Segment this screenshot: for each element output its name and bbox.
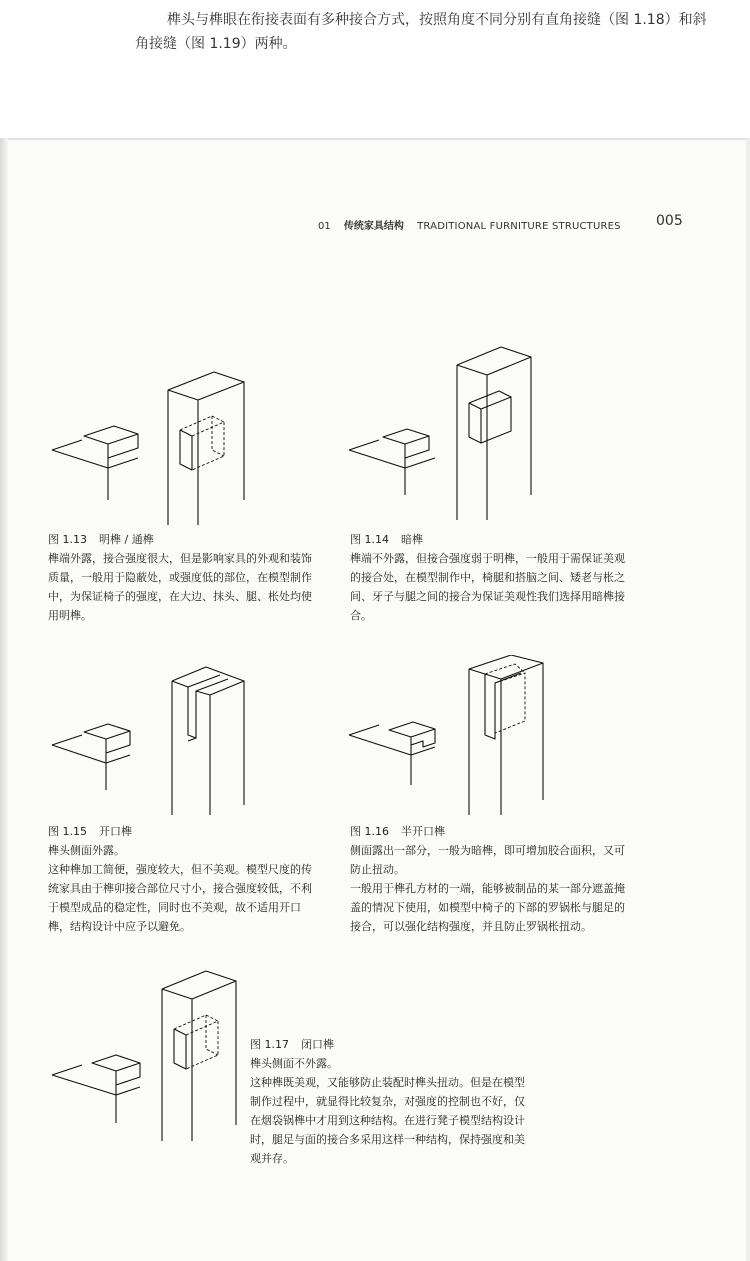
figure-1-17-description: 这种榫既美观，又能够防止装配时榫头扭动。但是在模型制作过程中，就显得比较复杂，对强度的控制也不好，仅在烟袋锅榫中才用到这种结构。在进行凳子模型结构设计时，腿足与面的接合多采用这样一种结构，保持强度和美观并存。	[250, 1076, 525, 1165]
figure-1-16-label: 图 1.16	[350, 825, 389, 838]
figure-1-13-description: 榫端外露，接合强度很大，但是影响家具的外观和装饰质量，一般用于隐蔽处，或强度低的部位，在模型制作中，为保证椅子的强度，在大边、抹头、腿、枨处均使用明榫。	[48, 552, 312, 622]
figure-1-17-summary: 榫头侧面不外露。	[250, 1057, 338, 1070]
page-edge-shadow	[0, 138, 8, 1261]
figure-1-16-description: 一般用于榫孔方材的一端，能够被制品的某一部分遮盖掩盖的情况下使用，如模型中椅子的下部的罗锅枨与腿足的接合，可以强化结构强度，并且防止罗锅枨扭动。	[350, 882, 625, 933]
previous-page-fragment	[0, 0, 750, 150]
page-number: 005	[656, 213, 683, 229]
figure-1-17-drawing	[48, 965, 248, 1145]
chapter-number: 01	[318, 221, 331, 232]
figure-1-14-title	[350, 530, 625, 549]
chapter-title-en: TRADITIONAL FURNITURE STRUCTURES	[417, 221, 621, 232]
figure-1-13-title	[48, 530, 313, 549]
figure-1-17-caption	[250, 1035, 525, 1168]
figure-1-14-description: 榫端不外露，但接合强度弱于明榫，一般用于需保证美观的接合处，在模型制作中，椅腿和搭脑之间、矮老与枨之间、牙子与腿之间的接合为保证美观性我们选择用暗榫接合。	[350, 552, 625, 622]
figure-1-17-name: 闭口榫	[301, 1038, 334, 1051]
figure-1-17-label: 图 1.17	[250, 1038, 289, 1051]
intro-text: 榫头与榫眼在衔接表面有多种接合方式，按照角度不同分别有直角接缝（图 1.18）和斜角接缝（图 1.19）两种。	[135, 12, 707, 52]
figure-1-14-drawing	[345, 345, 545, 525]
figure-1-16-title	[350, 822, 630, 841]
figure-1-13-drawing	[48, 360, 258, 530]
figure-1-15-title	[48, 822, 318, 841]
figure-1-15-caption	[48, 822, 318, 936]
figure-1-17-title	[250, 1035, 525, 1054]
intro-paragraph	[135, 8, 715, 56]
figure-1-16-drawing	[345, 655, 545, 820]
running-header	[318, 217, 621, 232]
figure-1-14-caption	[350, 530, 625, 625]
figure-1-13-label: 图 1.13	[48, 533, 87, 546]
figure-1-16-caption	[350, 822, 630, 936]
figure-1-15-description: 这种榫加工简便，强度较大，但不美观。模型尺度的传统家具由于榫卯接合部位尺寸小，接合强度较低，不利于模型成品的稳定性，同时也不美观，故不适用开口榫，结构设计中应予以避免。	[48, 863, 312, 933]
figure-1-16-name: 半开口榫	[401, 825, 445, 838]
figure-1-15-name: 开口榫	[99, 825, 132, 838]
chapter-title-cn: 传统家具结构	[343, 221, 404, 232]
figure-1-14-name: 暗榫	[401, 533, 423, 546]
figure-1-14-label: 图 1.14	[350, 533, 389, 546]
figure-1-15-label: 图 1.15	[48, 825, 87, 838]
figure-1-13-name: 明榫 / 通榫	[99, 533, 154, 546]
figure-1-15-summary: 榫头侧面外露。	[48, 844, 125, 857]
figure-1-13-caption	[48, 530, 313, 625]
page-right-edge	[746, 138, 750, 1261]
figure-1-15-drawing	[48, 655, 258, 820]
figure-1-16-summary: 侧面露出一部分，一般为暗榫，即可增加胶合面积，又可防止扭动。	[350, 844, 625, 876]
